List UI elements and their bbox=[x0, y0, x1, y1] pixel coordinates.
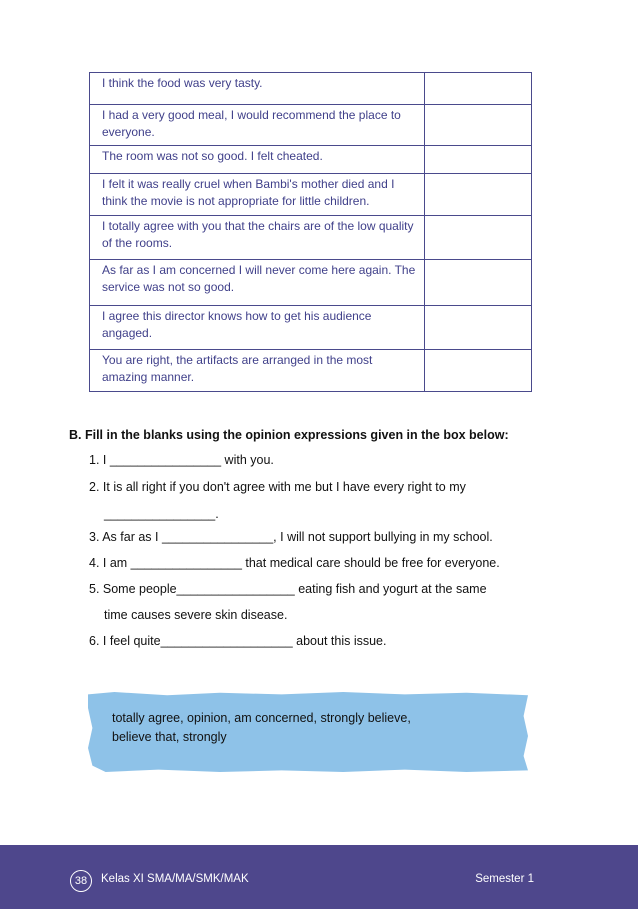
section-b-title: B. Fill in the blanks using the opinion expressions given in the box below: bbox=[69, 428, 509, 442]
table-cell-answer bbox=[425, 146, 532, 174]
table-cell-answer bbox=[425, 260, 532, 306]
table-cell-statement: I totally agree with you that the chairs are of the low quality of the rooms. bbox=[90, 216, 425, 260]
opinion-table bbox=[89, 72, 532, 392]
word-box-line: believe that, strongly bbox=[112, 730, 227, 744]
table-cell-statement: I felt it was really cruel when Bambi's mother died and I think the movie is not appropriate for little children. bbox=[90, 174, 425, 216]
footer-bar bbox=[0, 845, 638, 909]
table-row bbox=[90, 216, 532, 260]
word-box-line: totally agree, opinion, am concerned, strongly believe, bbox=[112, 711, 411, 725]
table-row bbox=[90, 73, 532, 105]
table-row bbox=[90, 146, 532, 174]
exercise-item-2: 2. It is all right if you don't agree with me but I have every right to my bbox=[89, 480, 466, 494]
exercise-item-6: 6. I feel quite___________________ about this issue. bbox=[89, 634, 387, 648]
page-number: 38 bbox=[70, 870, 92, 892]
table-cell-statement: You are right, the artifacts are arranged in the most amazing manner. bbox=[90, 350, 425, 392]
exercise-item-4: 4. I am ________________ that medical care should be free for everyone. bbox=[89, 556, 500, 570]
exercise-item-5-continued: time causes severe skin disease. bbox=[104, 608, 288, 622]
table-cell-answer bbox=[425, 105, 532, 146]
exercise-item-5: 5. Some people_________________ eating fish and yogurt at the same bbox=[89, 582, 487, 596]
exercise-item-3: 3. As far as I ________________, I will not support bullying in my school. bbox=[89, 530, 493, 544]
table-cell-answer bbox=[425, 174, 532, 216]
exercise-item-1: 1. I ________________ with you. bbox=[89, 453, 274, 467]
footer-book-title: Kelas XI SMA/MA/SMK/MAK bbox=[101, 873, 249, 885]
word-box-text bbox=[112, 709, 512, 747]
table-cell-statement: I think the food was very tasty. bbox=[90, 73, 425, 105]
table-row bbox=[90, 174, 532, 216]
table-cell-statement: I had a very good meal, I would recommend the place to everyone. bbox=[90, 105, 425, 146]
exercise-item-2-continued: ________________. bbox=[104, 507, 219, 521]
table-row bbox=[90, 306, 532, 350]
table-cell-statement: As far as I am concerned I will never come here again. The service was not so good. bbox=[90, 260, 425, 306]
table-cell-answer bbox=[425, 350, 532, 392]
table-row bbox=[90, 105, 532, 146]
table-cell-answer bbox=[425, 306, 532, 350]
table-cell-statement: I agree this director knows how to get his audience angaged. bbox=[90, 306, 425, 350]
table-row bbox=[90, 260, 532, 306]
table-cell-answer bbox=[425, 73, 532, 105]
table-row bbox=[90, 350, 532, 392]
table-cell-answer bbox=[425, 216, 532, 260]
table-cell-statement: The room was not so good. I felt cheated. bbox=[90, 146, 425, 174]
footer-semester: Semester 1 bbox=[475, 873, 534, 885]
